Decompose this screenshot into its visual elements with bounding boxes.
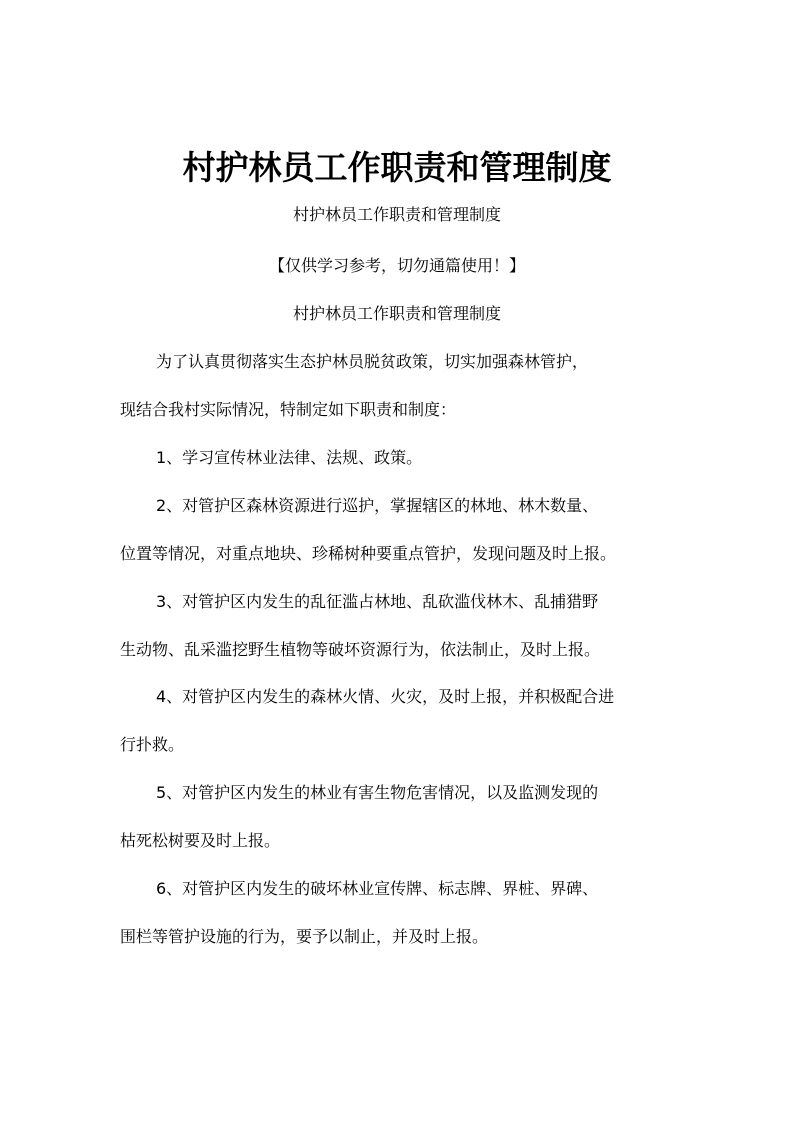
- item-6-line-2: 围栏等管护设施的行为，要予以制止，并及时上报。: [120, 927, 489, 946]
- item-5-line-2: 枯死松树要及时上报。: [120, 831, 281, 850]
- item-1-line-1: 1、学习宣传林业法律、法规、政策。: [156, 448, 423, 467]
- document-title: 村护林员工作职责和管理制度: [182, 148, 612, 187]
- item-2-line-1: 2、对管护区森林资源进行巡护，掌握辖区的林地、林木数量、: [156, 496, 599, 515]
- item-6-line-1: 6、对管护区内发生的破坏林业宣传牌、标志牌、界桩、界碑、: [156, 879, 599, 898]
- item-3-line-2: 生动物、乱采滥挖野生植物等破坏资源行为，依法制止，及时上报。: [120, 640, 601, 659]
- usage-notice: 【仅供学习参考，切勿通篇使用！】: [268, 256, 525, 275]
- item-5-line-1: 5、对管护区内发生的林业有害生物危害情况，以及监测发现的: [156, 783, 599, 802]
- section-title: 村护林员工作职责和管理制度: [292, 304, 501, 323]
- item-4-line-2: 行扑救。: [120, 735, 185, 754]
- intro-line-2: 现结合我村实际情况，特制定如下职责和制度：: [120, 400, 457, 419]
- item-4-line-1: 4、对管护区内发生的森林火情、火灾，及时上报，并积极配合进: [156, 687, 615, 706]
- intro-line-1: 为了认真贯彻落实生态护林员脱贫政策，切实加强森林管护，: [156, 352, 589, 371]
- document-subtitle: 村护林员工作职责和管理制度: [292, 205, 501, 224]
- item-3-line-1: 3、对管护区内发生的乱征滥占林地、乱砍滥伐林木、乱捕猎野: [156, 592, 599, 611]
- item-2-line-2: 位置等情况，对重点地块、珍稀树种要重点管护，发现问题及时上报。: [120, 544, 617, 563]
